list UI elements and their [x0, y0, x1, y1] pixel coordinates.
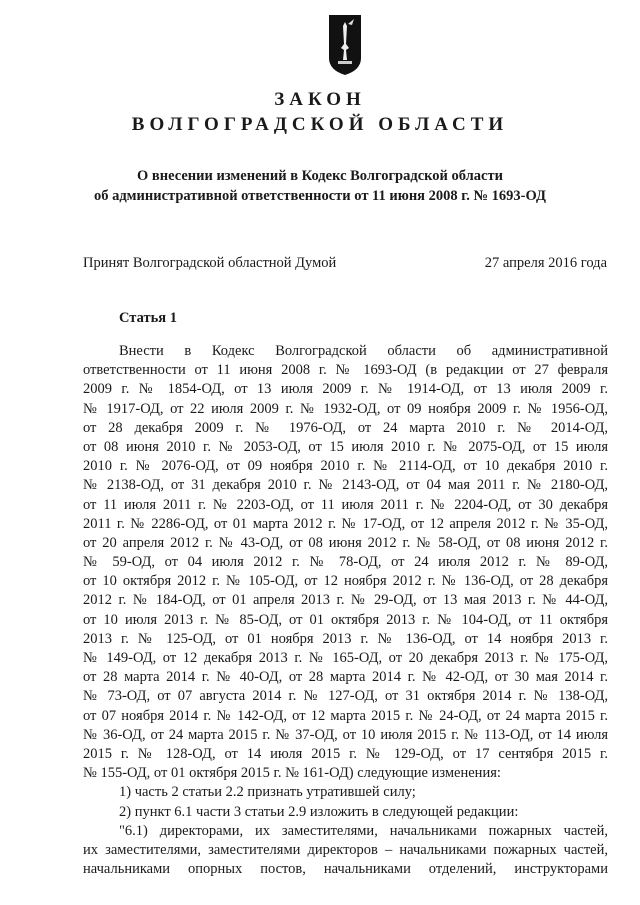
law-subtitle-line-1: О внесении изменений в Кодекс Волгоградской области: [137, 168, 503, 184]
list-item-1: 1) часть 2 статьи 2.2 признать утратившей силу;: [119, 784, 416, 801]
body-line: № 2138-ОД, от 31 декабря 2010 г. № 2143-ОД, от 04 мая 2011 г. № 2180-ОД,: [83, 477, 608, 494]
body-line: от 08 июня 2010 г. № 2053-ОД, от 15 июля 2010 г. № 2075-ОД, от 15 июля: [83, 438, 608, 455]
body-line: 2009 г. № 1854-ОД, от 13 июля 2009 г. № 1914-ОД, от 13 июля 2009 г.: [83, 381, 608, 398]
body-line: № 59-ОД, от 04 июля 2012 г. № 78-ОД, от 24 июля 2012 г. № 89-ОД,: [83, 554, 608, 571]
body-line: 2011 г. № 2286-ОД, от 01 марта 2012 г. № 17-ОД, от 12 апреля 2012 г. № 35-ОД,: [83, 515, 608, 532]
body-line: 2013 г. № 125-ОД, от 01 ноября 2013 г. № 136-ОД, от 14 ноября 2013 г.: [83, 630, 608, 647]
body-line: № 73-ОД, от 07 августа 2014 г. № 127-ОД, от 31 октября 2014 г. № 138-ОД,: [83, 688, 608, 705]
quoted-line: "6.1) директорами, их заместителями, начальниками пожарных частей,: [119, 822, 608, 839]
body-line: № 155-ОД, от 01 октября 2015 г. № 161-ОД) следующие изменения:: [83, 765, 501, 782]
body-line: Внести в Кодекс Волгоградской области об административной: [119, 343, 608, 359]
body-line: № 36-ОД, от 24 марта 2015 г. № 37-ОД, от 10 июля 2015 г. № 113-ОД, от 14 июля: [83, 726, 608, 743]
quoted-line: начальниками опорных постов, начальниками отделений, инструкторами: [83, 861, 608, 878]
article-body: [83, 342, 608, 879]
body-line: № 1917-ОД, от 22 июля 2009 г. № 1932-ОД, от 09 ноября 2009 г. № 1956-ОД,: [83, 400, 608, 417]
quoted-line: их заместителями, заместителями директоров – начальниками пожарных частей,: [83, 841, 608, 858]
body-line: от 11 июля 2011 г. № 2203-ОД, от 11 июля 2011 г. № 2204-ОД, от 30 декабря: [83, 496, 608, 513]
body-line: от 10 июля 2013 г. № 85-ОД, от 01 октября 2013 г. № 104-ОД, от 11 октября: [83, 611, 608, 628]
body-line: от 07 ноября 2014 г. № 142-ОД, от 12 марта 2015 г. № 24-ОД, от 24 марта 2015 г.: [83, 707, 608, 724]
coat-of-arms-emblem: [328, 14, 362, 76]
body-line: от 28 марта 2014 г. № 40-ОД, от 28 марта 2014 г. № 42-ОД, от 30 мая 2014 г.: [83, 669, 608, 686]
adopted-by-text: Принят Волгоградской областной Думой: [83, 255, 337, 271]
adoption-line: [83, 255, 607, 272]
body-line: 2012 г. № 184-ОД, от 01 апреля 2013 г. № 29-ОД, от 13 мая 2013 г. № 44-ОД,: [83, 592, 608, 609]
law-title: ЗАКОН: [274, 89, 366, 110]
adopted-date: 27 апреля 2016 года: [484, 255, 607, 271]
body-line: № 149-ОД, от 12 декабря 2013 г. № 165-ОД, от 20 декабря 2013 г. № 175-ОД,: [83, 650, 608, 666]
body-line: 2015 г. № 128-ОД, от 14 июля 2015 г. № 129-ОД, от 17 сентября 2015 г.: [83, 745, 608, 762]
law-subtitle-line-2: об административной ответственности от 11 июня 2008 г. № 1693-ОД: [93, 188, 547, 204]
law-region-title: ВОЛГОГРАДСКОЙ ОБЛАСТИ: [131, 114, 509, 135]
body-line: ответственности от 11 июня 2008 г. № 1693-ОД (в редакции от 27 февраля: [83, 362, 608, 379]
body-line: от 10 октября 2012 г. № 105-ОД, от 12 ноября 2012 г. № 136-ОД, от 28 декабря: [83, 573, 608, 590]
article-heading: Статья 1: [119, 310, 177, 326]
list-item-2: 2) пункт 6.1 части 3 статьи 2.9 изложить в следующей редакции:: [119, 803, 519, 820]
body-line: от 28 декабря 2009 г. № 1976-ОД, от 24 марта 2010 г. № 2014-ОД,: [83, 419, 608, 436]
body-line: 2010 г. № 2076-ОД, от 09 ноября 2010 г. № 2114-ОД, от 10 декабря 2010 г.: [83, 458, 608, 475]
body-line: от 20 апреля 2012 г. № 43-ОД, от 08 июня 2012 г. № 58-ОД, от 08 июня 2012 г.: [83, 534, 608, 551]
